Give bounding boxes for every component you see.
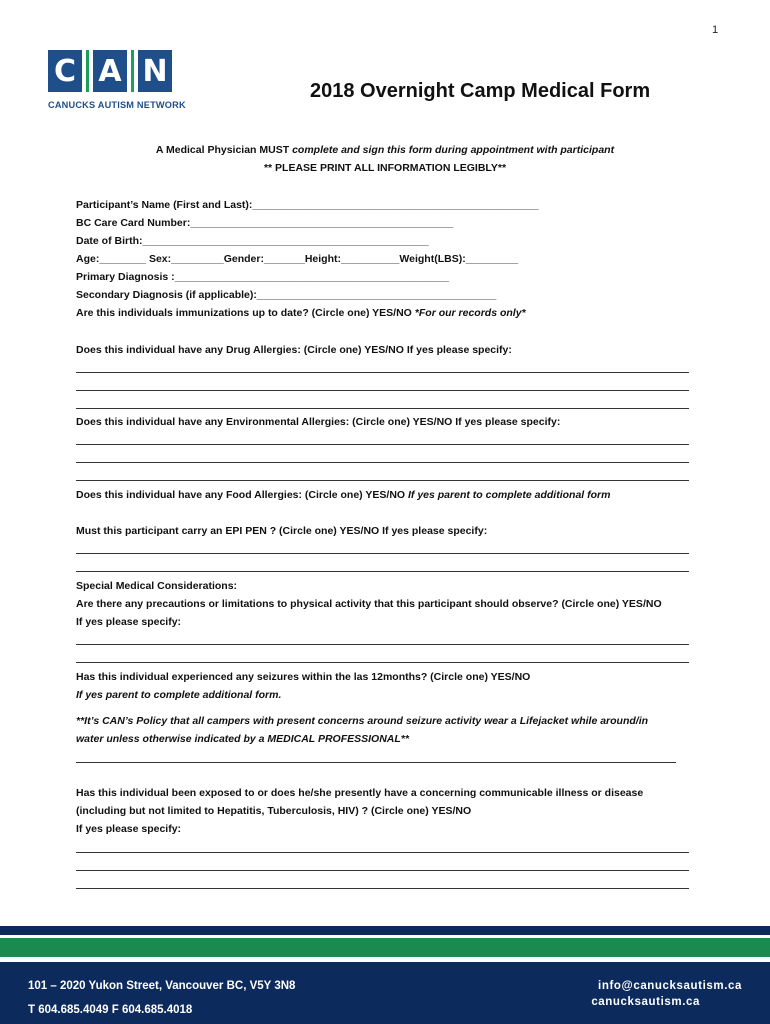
logo-letter-c: C [48, 50, 82, 92]
participant-name-field[interactable]: Participant’s Name (First and Last):_________________________________________________ [76, 199, 539, 211]
footer-website-link[interactable]: canucksautism.ca [591, 996, 700, 1008]
logo-letter-a: A [93, 50, 127, 92]
answer-line[interactable] [76, 852, 689, 853]
immunizations-text: Are this individuals immunizations up to date? (Circle one) YES/NO [76, 307, 415, 319]
logo-letters [48, 50, 193, 92]
form-title: 2018 Overnight Camp Medical Form [310, 80, 651, 102]
footer-address: 101 – 2020 Yukon Street, Vancouver BC, V5Y 3N8 [28, 980, 296, 992]
vitals-field[interactable]: Age:________ Sex:_________Gender:_______Height:__________Weight(LBS):_________ [76, 253, 519, 265]
logo-subtitle: CANUCKS AUTISM NETWORK [48, 100, 186, 110]
instruction-italic: complete and sign this form during appointment with participant [292, 144, 615, 156]
seizures-note: If yes parent to complete additional form. [76, 689, 282, 701]
footer-stripe-green [0, 938, 770, 957]
food-allergies-question[interactable] [76, 489, 610, 501]
drug-allergies-question[interactable]: Does this individual have any Drug Allergies: (Circle one) YES/NO If yes please specify: [76, 344, 512, 356]
print-legibly-instruction: ** PLEASE PRINT ALL INFORMATION LEGIBLY** [263, 162, 507, 174]
answer-line[interactable] [76, 480, 689, 481]
instruction-prefix: A Medical Physician MUST [155, 144, 293, 156]
seizures-question[interactable]: Has this individual experienced any seizures within the las 12months? (Circle one) YES/NO [76, 671, 531, 683]
logo-letter-n: N [138, 50, 172, 92]
answer-line[interactable] [76, 553, 689, 554]
page-number: 1 [712, 24, 719, 36]
primary-diagnosis-field[interactable]: Primary Diagnosis :_______________________________________________ [76, 271, 450, 283]
answer-line[interactable] [76, 571, 689, 572]
footer-phone: T 604.685.4049 F 604.685.4018 [28, 1004, 193, 1016]
care-card-field[interactable]: BC Care Card Number:_____________________________________________ [76, 217, 454, 229]
answer-line[interactable] [76, 390, 689, 391]
answer-line[interactable] [76, 644, 689, 645]
precautions-specify-label: If yes please specify: [76, 616, 182, 628]
footer-stripe-navy [0, 926, 770, 935]
answer-line[interactable] [76, 444, 689, 445]
answer-line[interactable] [76, 662, 689, 663]
answer-line[interactable] [76, 408, 689, 409]
answer-line[interactable] [76, 762, 676, 763]
answer-line[interactable] [76, 372, 689, 373]
epi-pen-question[interactable]: Must this participant carry an EPI PEN ? (Circle one) YES/NO If yes please specify: [76, 525, 488, 537]
physician-instruction [0, 144, 770, 156]
secondary-diagnosis-field[interactable]: Secondary Diagnosis (if applicable):_________________________________________ [76, 289, 497, 301]
can-logo [48, 50, 193, 110]
answer-line[interactable] [76, 870, 689, 871]
seizure-policy-line2: water unless otherwise indicated by a MEDICAL PROFESSIONAL** [76, 733, 409, 745]
answer-line[interactable] [76, 462, 689, 463]
precautions-question[interactable]: Are there any precautions or limitations to physical activity that this participant should observe? (Circle one) YES/NO [76, 598, 662, 610]
logo-divider [86, 50, 89, 92]
footer [0, 962, 770, 1024]
footer-email-link[interactable]: info@canucksautism.ca [598, 980, 742, 992]
special-considerations-heading: Special Medical Considerations: [76, 580, 238, 592]
logo-divider [131, 50, 134, 92]
date-of-birth-field[interactable]: Date of Birth:_________________________________________________ [76, 235, 429, 247]
food-allergies-text: Does this individual have any Food Allergies: (Circle one) YES/NO [76, 489, 408, 501]
immunizations-note: *For our records only* [414, 307, 526, 319]
illness-question-line1[interactable]: Has this individual been exposed to or does he/she presently have a concerning communicable illness or disease [76, 787, 644, 799]
seizure-policy-line1: **It’s CAN’s Policy that all campers with present concerns around seizure activity wear a Lifejacket while around/in [76, 715, 649, 727]
environmental-allergies-question[interactable]: Does this individual have any Environmental Allergies: (Circle one) YES/NO If yes please specify: [76, 416, 561, 428]
answer-line[interactable] [76, 888, 689, 889]
immunizations-question[interactable] [76, 307, 526, 319]
illness-specify-label: If yes please specify: [76, 823, 182, 835]
food-allergies-note: If yes parent to complete additional form [408, 489, 611, 501]
illness-question-line2[interactable]: (including but not limited to Hepatitis, Tuberculosis, HIV) ? (Circle one) YES/NO [76, 805, 472, 817]
